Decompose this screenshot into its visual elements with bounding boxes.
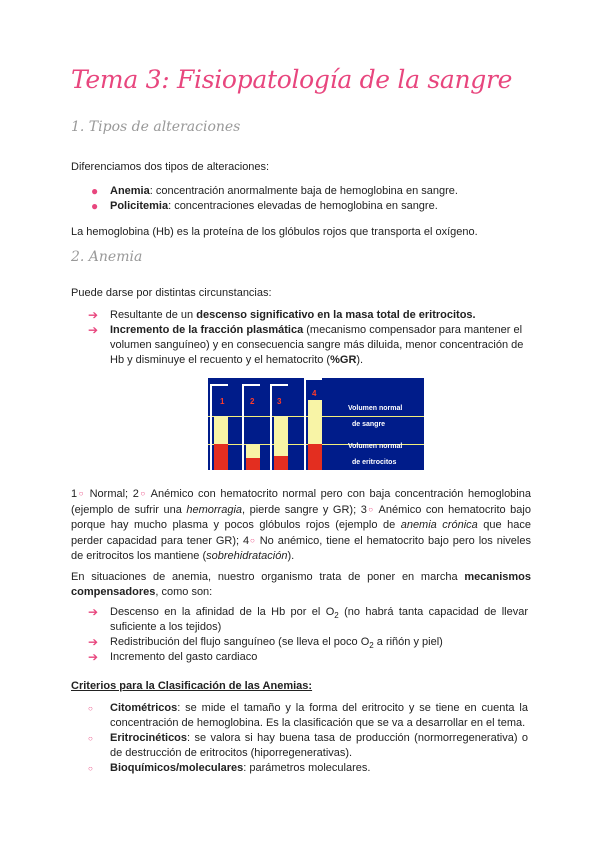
tube-4-plasma xyxy=(308,400,322,444)
caption-text-1: Normal; xyxy=(85,488,133,500)
alteration-types-list xyxy=(88,184,528,214)
definition-bioquimicos: : parámetros moleculares. xyxy=(243,762,371,774)
paragraph-hemoglobina: La hemoglobina (Hb) es la proteína de los glóbulos rojos que transporta el oxígeno. xyxy=(71,226,478,238)
paragraph-intro-anemia: Puede darse por distintas circunstancias: xyxy=(71,287,272,299)
tube-4-wall xyxy=(304,378,306,470)
tube-1-cells xyxy=(214,444,228,470)
caption-italic-anemia-cronica: anemia crónica xyxy=(400,519,478,531)
tube-1-wall xyxy=(210,384,212,470)
list-item-citometricos xyxy=(88,701,528,731)
list-item-descenso xyxy=(88,308,528,323)
tube-2-wall xyxy=(242,384,244,470)
caption-text-5: que hace perder capacidad para tener GR); xyxy=(71,519,531,547)
list-item-anemia xyxy=(88,184,528,199)
tube-number-2: 2 xyxy=(250,397,255,406)
circle-icon: ○ xyxy=(366,505,375,514)
mech-intro-end: , como son: xyxy=(155,586,213,598)
label-normal-rbc-1: Volumen normal xyxy=(348,443,403,450)
definition-citometricos: : se mide el tamaño y la forma del eritrocito y se tiene en cuenta la concentración de hemoglobina. Es la clasificación que se va a desarrollar en el tema. xyxy=(110,702,528,729)
bullet-icon: ● xyxy=(91,199,99,213)
arrow-icon: ➔ xyxy=(88,650,99,664)
tube-3-plasma xyxy=(274,416,288,456)
paragraph-intro-tipos: Diferenciamos dos tipos de alteraciones: xyxy=(71,161,270,173)
section-heading-tipos: 1. Tipos de alteraciones xyxy=(71,119,241,135)
tube-3-top xyxy=(270,384,288,386)
list-item-policitemia xyxy=(88,199,528,214)
mech-intro-pre: En situaciones de anemia, nuestro organismo trata de poner en marcha xyxy=(71,571,465,583)
definition-anemia: : concentración anormalmente baja de hemoglobina en sangre. xyxy=(149,185,458,197)
list-item-gasto xyxy=(88,650,528,665)
text-incremento-bold: Incremento de la fracción plasmática xyxy=(110,324,304,336)
caption-text-2: Anémico con hematocrito normal pero con baja concentración hemoglobina (ejemplo de sufrir una xyxy=(71,488,531,516)
mech-3: Incremento del gasto cardiaco xyxy=(110,651,258,663)
arrow-icon: ➔ xyxy=(88,323,99,337)
term-bioquimicos: Bioquímicos/moleculares xyxy=(110,762,244,774)
mech-2-pre: Redistribución del flujo sanguíneo (se lleva el poco O xyxy=(110,636,370,648)
arrow-icon: ➔ xyxy=(88,635,99,649)
text-incremento: (mecanismo compensador para mantener el volumen sanguíneo) y en consecuencia sangre más diluida, menor concentración de Hb y disminuye el recuento y el hematocrito ( xyxy=(110,324,524,366)
circle-icon: ○ xyxy=(249,536,256,545)
criteria-heading-text: Criterios para la Clasificación de las Anemias: xyxy=(71,680,313,692)
caption-text-7: ). xyxy=(287,550,295,562)
list-item-eritrocineticos xyxy=(88,731,528,761)
label-normal-blood-2: de sangre xyxy=(352,421,386,428)
mech-1-end: (no habrá tanta capacidad de llevar suficiente a los tejidos) xyxy=(110,606,529,633)
tube-2-plasma xyxy=(246,444,260,458)
caption-text-3: , pierde sangre y GR); xyxy=(242,504,361,516)
list-item-redistribucion xyxy=(88,635,528,650)
arrow-icon: ➔ xyxy=(88,308,99,322)
tube-3-wall xyxy=(270,384,272,470)
text-gr-bold: %GR xyxy=(330,354,357,366)
figure-caption xyxy=(71,486,531,564)
criteria-heading xyxy=(71,679,531,694)
list-item-incremento xyxy=(88,323,528,368)
mech-2-end: a riñón y piel) xyxy=(373,636,443,648)
caption-num-4: 4 xyxy=(243,535,250,547)
caption-italic-hemorragia: hemorragia xyxy=(186,504,243,516)
list-item-afinidad xyxy=(88,605,528,635)
paragraph-mecanismos xyxy=(71,570,531,600)
hematocrit-figure xyxy=(208,378,424,470)
caption-num-2: 2 xyxy=(132,488,139,500)
ring-bullet-icon: ○ xyxy=(88,704,93,713)
term-citometricos: Citométricos xyxy=(110,702,178,714)
mech-intro-bold: mecanismos compensadores xyxy=(71,571,531,598)
mechanisms-list xyxy=(88,605,528,665)
text-descenso-pre: Resultante de un xyxy=(110,309,197,321)
label-normal-rbc-2: de eritrocitos xyxy=(352,459,397,466)
text-incremento-end: ). xyxy=(356,354,364,366)
tube-number-3: 3 xyxy=(277,397,282,406)
mech-2-sub: 2 xyxy=(369,641,374,651)
tube-number-1: 1 xyxy=(220,397,225,406)
mech-1-sub: 2 xyxy=(334,611,339,621)
ring-bullet-icon: ○ xyxy=(88,734,93,743)
definition-policitemia: : concentraciones elevadas de hemoglobina en sangre. xyxy=(168,200,438,212)
list-item-bioquimicos xyxy=(88,761,528,776)
caption-text-4: Anémico con hematocrito bajo porque hay mucho plasma y pocos glóbulos rojos (ejemplo de xyxy=(71,504,531,531)
term-anemia: Anemia xyxy=(110,185,150,197)
anemia-causes-list xyxy=(88,308,528,368)
arrow-icon: ➔ xyxy=(88,605,99,619)
section-heading-anemia: 2. Anemia xyxy=(71,249,143,265)
tube-4-cells xyxy=(308,444,322,470)
caption-italic-sobrehidratacion: sobrehidratación xyxy=(206,550,288,562)
tube-2-top xyxy=(242,384,260,386)
definition-eritrocineticos: : se valora si hay buena tasa de producción (normorregenerativa) o de destrucción de eritrocitos (hiporregenerativas). xyxy=(110,732,528,759)
ring-bullet-icon: ○ xyxy=(88,764,93,773)
caption-num-1: 1 xyxy=(71,488,78,500)
criteria-list xyxy=(88,701,528,776)
tube-number-4: 4 xyxy=(312,389,317,398)
tube-1-plasma xyxy=(214,416,228,444)
mech-1-pre: Descenso en la afinidad de la Hb por el O xyxy=(110,606,335,618)
circle-icon: ○ xyxy=(138,489,147,498)
tube-4-top xyxy=(304,378,322,380)
term-policitemia: Policitemia xyxy=(110,200,169,212)
text-descenso-bold: descenso significativo en la masa total de eritrocitos. xyxy=(196,309,476,321)
tube-1-top xyxy=(210,384,228,386)
caption-num-3: 3 xyxy=(360,504,367,516)
term-eritrocineticos: Eritrocinéticos xyxy=(110,732,188,744)
bullet-icon: ● xyxy=(91,184,99,198)
label-normal-blood-1: Volumen normal xyxy=(348,405,403,412)
tube-3-cells xyxy=(274,456,288,470)
tube-2-cells xyxy=(246,458,260,470)
circle-icon: ○ xyxy=(77,489,86,498)
caption-text-6: No anémico, tiene el hematocrito bajo pero los niveles de eritrocitos los mantiene ( xyxy=(71,535,531,562)
page-title: Tema 3: Fisiopatología de la sangre xyxy=(71,65,513,94)
